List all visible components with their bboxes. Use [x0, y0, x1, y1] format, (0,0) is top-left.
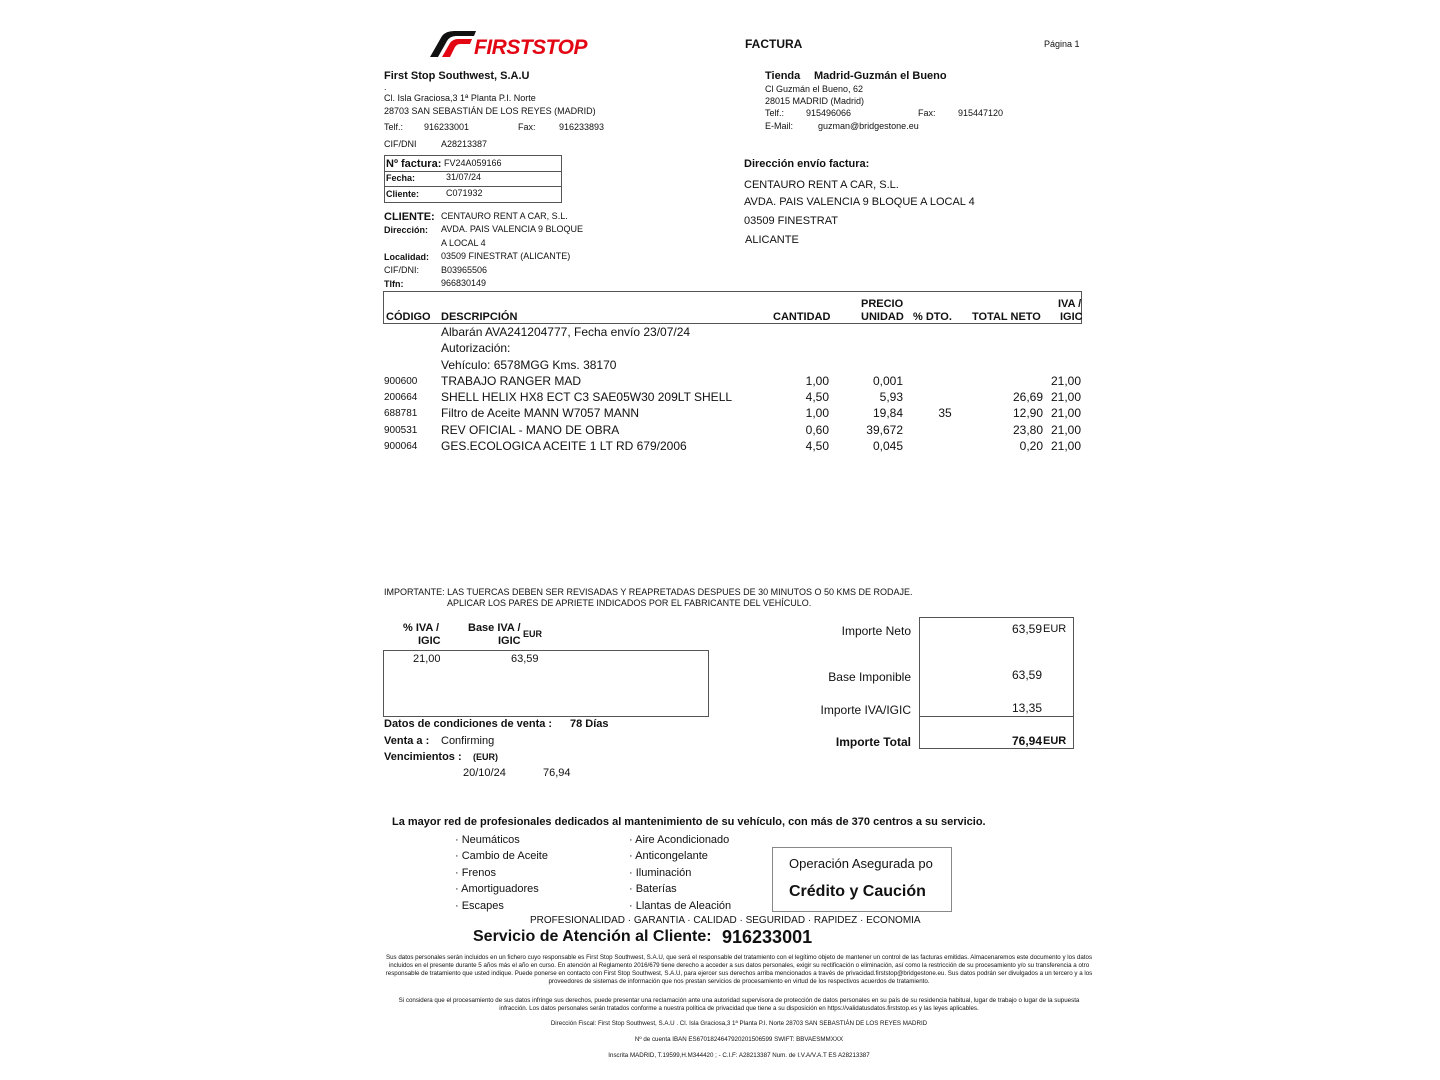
company-address1: Cl. Isla Graciosa,3 1ª Planta P.I. Norte — [384, 93, 536, 103]
row-code: 688781 — [384, 408, 418, 419]
client-address2: A LOCAL 4 — [441, 238, 486, 248]
store-name: Madrid-Guzmán el Bueno — [814, 70, 947, 82]
store-address1: Cl Guzmán el Bueno, 62 — [765, 84, 864, 94]
due-amount: 76,94 — [543, 767, 571, 779]
header-price-top: PRECIO — [861, 298, 904, 310]
store-email: guzman@bridgestone.eu — [818, 121, 919, 131]
shipping-line3: 03509 FINESTRAT — [744, 215, 838, 227]
row-discount: 35 — [938, 406, 952, 420]
notice-line1: IMPORTANTE: LAS TUERCAS DEBEN SER REVISADAS Y REAPRETADAS DESPUES DE 30 MINUTOS O 50 KMS DE RODAJE. — [384, 587, 913, 597]
table-note-vehicle: Vehículo: 6578MGG Kms. 38170 — [441, 358, 617, 372]
sale-conditions-label: Datos de condiciones de venta : — [384, 718, 553, 730]
service-item: · Llantas de Aleación — [629, 899, 732, 912]
vat-col2-bottom: IGIC — [498, 635, 521, 647]
row-code: 900600 — [384, 376, 418, 387]
table-note-delivery: Albarán AVA241204777, Fecha envío 23/07/24 — [441, 325, 691, 339]
row-description: SHELL HELIX HX8 ECT C3 SAE05W30 209LT SHELL — [441, 390, 733, 404]
promo-headline: La mayor red de profesionales dedicados al mantenimiento de su vehículo, con más de 370 centros a su servicio. — [392, 816, 986, 828]
store-label: Tienda — [765, 70, 801, 82]
base-label: Base Imponible — [828, 670, 911, 684]
company-cif-label: CIF/DNI — [384, 139, 417, 149]
client-address1: AVDA. PAIS VALENCIA 9 BLOQUE — [441, 224, 584, 234]
company-tel-label: Telf.: — [384, 122, 404, 132]
sale-via-label: Venta a : — [384, 735, 430, 747]
row-description: REV OFICIAL - MANO DE OBRA — [441, 423, 620, 437]
legal-privacy: Sus datos personales serán incluidos en un fichero cuyo responsable es First Stop Southwest, S.A.U, que será el responsable del tratamiento con el legítimo objeto de mantener un control de las facturas emitidas. Almacenaremos este documento y los datos incluidos en el presente durante 5 años más el año en curso. En atención al Reglamento 2016/679 tiene derecho a acceder a sus datos personales, exigir su rectificación o eliminación, así como la restricción de su procesamiento y/o su transferencia a otro responsable de tratamiento que usted indique. Puede ponerse en contacto con First Stop Southwest, S.A.U, para ejercer sus derechos arriba mencionados a través de privacidad.firststop@bridgestone.eu. Sus datos podrán ser divulgados a un tercero y a los proveedores de sistemas de información que nos prestan servicios de procesamiento en virtud de los respectivos acuerdos de tratamiento. — [385, 954, 1093, 985]
customer-service-label: Servicio de Atención al Cliente: — [473, 928, 712, 945]
invoice-client: C071932 — [446, 188, 483, 198]
row-quantity: 4,50 — [805, 439, 829, 453]
table-row — [383, 423, 1083, 439]
insurance-line1: Operación Asegurada po — [789, 856, 933, 871]
vat-col2-unit: EUR — [523, 629, 543, 639]
header-total: TOTAL NETO — [972, 311, 1041, 323]
row-price: 39,672 — [866, 423, 903, 437]
sale-conditions-value: 78 Días — [570, 718, 609, 730]
client-locality-label: Localidad: — [384, 252, 430, 262]
service-item: · Anticongelante — [629, 850, 708, 863]
shipping-line4: ALICANTE — [745, 234, 799, 246]
row-total: 0,20 — [1019, 439, 1043, 453]
client-label: CLIENTE: — [384, 211, 435, 223]
invoice-client-label: Cliente: — [386, 189, 420, 199]
customer-service-phone: 916233001 — [722, 927, 813, 947]
company-dot: . — [384, 82, 387, 92]
header-discount: % DTO. — [913, 311, 952, 323]
logo-text-first: FIRST — [474, 36, 533, 59]
service-item: · Cambio de Aceite — [455, 850, 548, 863]
header-code: CÓDIGO — [386, 311, 431, 323]
row-total: 26,69 — [1012, 390, 1043, 404]
net-label: Importe Neto — [841, 624, 911, 638]
row-vat: 21,00 — [1050, 374, 1081, 388]
client-cif: B03965506 — [441, 265, 488, 275]
row-price: 0,001 — [872, 374, 903, 388]
vat-base: 63,59 — [511, 653, 539, 665]
invoice-number-label: Nº factura: — [386, 158, 442, 170]
page-number: Página 1 — [1044, 39, 1080, 49]
shipping-line2: AVDA. PAIS VALENCIA 9 BLOQUE A LOCAL 4 — [744, 196, 975, 208]
row-price: 19,84 — [872, 406, 903, 420]
row-price: 5,93 — [879, 390, 903, 404]
store-fax: 915447120 — [958, 108, 1004, 118]
header-description: DESCRIPCIÓN — [441, 311, 518, 323]
store-tel: 915496066 — [806, 108, 852, 118]
row-total: 23,80 — [1012, 423, 1043, 437]
client-locality: 03509 FINESTRAT (ALICANTE) — [441, 251, 571, 261]
company-name: First Stop Southwest, S.A.U — [384, 70, 530, 82]
vat-col1-top: % IVA / — [403, 622, 440, 634]
vat-col1-bottom: IGIC — [418, 635, 441, 647]
row-vat: 21,00 — [1050, 406, 1081, 420]
store-tel-label: Telf.: — [765, 108, 785, 118]
header-quantity: CANTIDAD — [773, 311, 831, 323]
services-right — [629, 832, 731, 914]
shipping-title: Dirección envío factura: — [744, 158, 870, 170]
service-item: · Iluminación — [629, 866, 692, 879]
client-phone-label: Tlfn: — [384, 279, 404, 289]
service-item: · Baterías — [629, 883, 677, 896]
company-values: PROFESIONALIDAD · GARANTIA · CALIDAD · SEGURIDAD · RAPIDEZ · ECONOMIA — [530, 915, 921, 926]
due-label: Vencimientos : — [384, 751, 462, 763]
row-quantity: 0,60 — [805, 423, 829, 437]
row-description: Filtro de Aceite MANN W7057 MANN — [441, 406, 640, 420]
table-row — [383, 390, 1083, 406]
row-vat: 21,00 — [1050, 423, 1081, 437]
net-unit: EUR — [1043, 623, 1067, 635]
row-vat: 21,00 — [1050, 439, 1081, 453]
legal-complaint: Si considera que el procesamiento de sus datos infringe sus derechos, puede presentar una reclamación ante una autoridad supervisora de protección de datos personales en su país de su residencia habitual, lugar de trabajo o lugar de la supuesta infracción. Los datos personales serán tratados conforme a nuestra política de privacidad que tiene a su disposición en https://validatusdatos.firststop.es y las leyes aplicables. — [398, 997, 1080, 1012]
service-item: · Aire Acondicionado — [629, 834, 730, 846]
total-value: 76,94 — [1011, 734, 1042, 748]
row-quantity: 1,00 — [805, 406, 829, 420]
table-row — [383, 406, 1083, 422]
service-item: · Frenos — [455, 866, 496, 879]
row-price: 0,045 — [872, 439, 903, 453]
row-total: 12,90 — [1012, 406, 1043, 420]
firststop-logo — [428, 30, 598, 60]
company-fax-label: Fax: — [518, 122, 536, 132]
due-date: 20/10/24 — [463, 767, 506, 779]
legal-iban: Nº de cuenta IBAN ES6701824647920201506599 SWIFT: BBVAESMMXXX — [634, 1036, 844, 1043]
base-value: 63,59 — [1011, 668, 1042, 682]
row-quantity: 4,50 — [805, 390, 829, 404]
service-item: · Amortiguadores — [455, 883, 539, 896]
table-note-authorization: Autorización: — [441, 341, 511, 355]
client-phone: 966830149 — [441, 278, 487, 288]
row-description: GES.ECOLOGICA ACEITE 1 LT RD 679/2006 — [441, 439, 687, 453]
total-unit: EUR — [1043, 735, 1067, 747]
store-address2: 28015 MADRID (Madrid) — [765, 96, 865, 106]
table-row — [383, 374, 1083, 390]
total-label: Importe Total — [835, 735, 911, 749]
insurance-line2: Crédito y Caución — [789, 883, 926, 900]
notice-line2: APLICAR LOS PARES DE APRIETE INDICADOS POR EL FABRICANTE DEL VEHÍCULO. — [447, 598, 812, 608]
shipping-line1: CENTAURO RENT A CAR, S.L. — [744, 179, 899, 191]
logo-swoosh-icon — [428, 30, 478, 58]
due-unit: (EUR) — [473, 752, 498, 762]
company-tel: 916233001 — [424, 122, 470, 132]
totals-box — [919, 617, 1074, 749]
row-quantity: 1,00 — [805, 374, 829, 388]
client-cif-label: CIF/DNI: — [384, 265, 419, 275]
vat-value: 13,35 — [1011, 701, 1042, 715]
legal-registry: Inscrita MADRID, T.19599,H.M344420 ; - C.I.F: A28213387 Num. de I.V.A/V.A.T ES A28213387 — [608, 1052, 870, 1059]
store-fax-label: Fax: — [918, 108, 936, 118]
row-code: 900064 — [384, 441, 418, 452]
header-vat-bottom: IGIC — [1060, 311, 1083, 323]
logo-text-stop: STOP — [532, 36, 587, 59]
table-row — [383, 439, 1083, 455]
services-left — [455, 832, 548, 914]
vat-col2-top: Base IVA / — [468, 622, 521, 634]
net-value: 63,59 — [1011, 622, 1042, 636]
invoice-date-label: Fecha: — [386, 173, 416, 183]
vat-label: Importe IVA/IGIC — [820, 703, 911, 717]
row-code: 900531 — [384, 425, 418, 436]
company-fax: 916233893 — [559, 122, 605, 132]
invoice-date: 31/07/24 — [446, 172, 482, 182]
company-address2: 28703 SAN SEBASTIÁN DE LOS REYES (MADRID) — [384, 106, 596, 116]
sale-via-value: Confirming — [441, 735, 495, 747]
company-cif: A28213387 — [441, 139, 488, 149]
service-item: · Escapes — [455, 899, 504, 912]
row-vat: 21,00 — [1050, 390, 1081, 404]
header-vat-top: IVA / — [1058, 298, 1082, 310]
store-email-label: E-Mail: — [765, 121, 794, 131]
header-price-bottom: UNIDAD — [861, 311, 904, 323]
invoice-number: FV24A059166 — [444, 158, 502, 168]
document-title: FACTURA — [745, 37, 803, 51]
legal-fiscal-address: Dirección Fiscal: First Stop Southwest, S.A.U . Cl. Isla Graciosa,3 1ª Planta P.I. Norte 28703 SAN SEBASTIÁN DE LOS REYES MADRID — [550, 1020, 928, 1027]
row-description: TRABAJO RANGER MAD — [441, 374, 582, 388]
service-item: · Neumáticos — [455, 834, 520, 846]
client-address-label: Dirección: — [384, 225, 429, 235]
row-code: 200664 — [384, 392, 418, 403]
vat-rate: 21,00 — [413, 653, 441, 665]
client-name: CENTAURO RENT A CAR, S.L. — [441, 211, 568, 221]
